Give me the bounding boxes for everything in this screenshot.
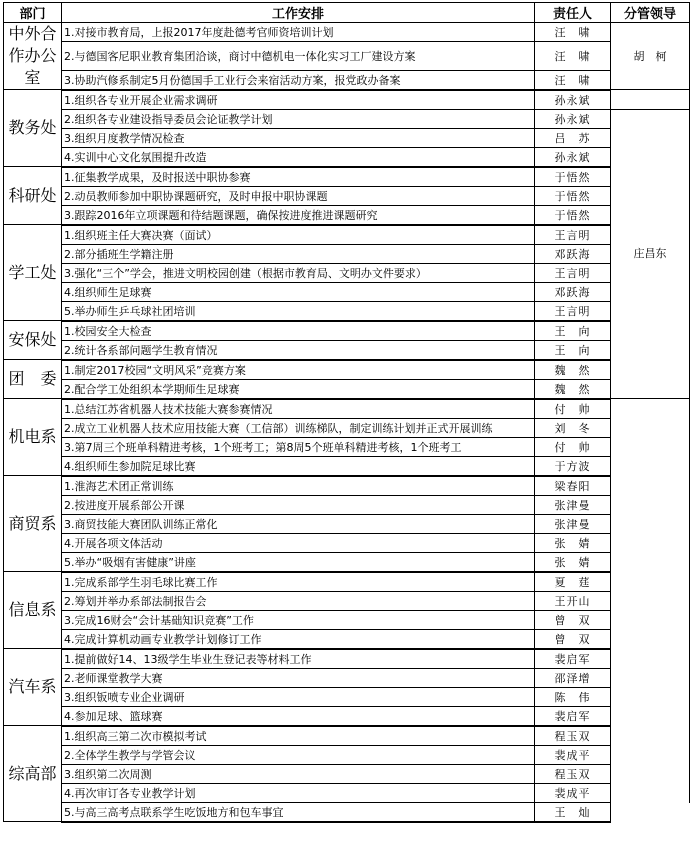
task-cell: 2.动员教师参加中职协课题研究，及时申报中职协课题 — [62, 186, 535, 205]
task-cell: 1.征集教学成果，及时报送中职协参赛 — [62, 167, 535, 187]
task-cell: 5.举办“吸烟有害健康”讲座 — [62, 552, 535, 572]
responsible-cell: 于悟然 — [535, 167, 611, 187]
table-row — [4, 418, 690, 437]
task-cell: 1.组织高三第二次市模拟考试 — [62, 726, 535, 746]
table-row — [4, 456, 690, 476]
responsible-cell: 夏 莛 — [535, 572, 611, 592]
dept-name: 综高部 — [4, 726, 62, 822]
table-row — [4, 321, 690, 341]
responsible-cell: 王 向 — [535, 340, 611, 360]
dept-name: 汽车系 — [4, 649, 62, 726]
responsible-cell: 于方波 — [535, 456, 611, 476]
header-lead: 分管领导 — [611, 3, 690, 23]
work-schedule-table — [3, 2, 690, 823]
table-row — [4, 379, 690, 399]
table-row — [4, 649, 690, 669]
responsible-cell: 张津曼 — [535, 514, 611, 533]
task-cell: 4.参加足球、篮球赛 — [62, 706, 535, 726]
table-row — [4, 70, 690, 90]
task-cell: 2.部分插班生学籍注册 — [62, 244, 535, 263]
table-row — [4, 533, 690, 552]
dept-name: 机电系 — [4, 399, 62, 476]
task-cell: 1.淮海艺术团正常训练 — [62, 476, 535, 496]
responsible-cell: 刘 冬 — [535, 418, 611, 437]
task-cell: 1.提前做好14、13级学生毕业生登记表等材料工作 — [62, 649, 535, 669]
responsible-cell: 孙永斌 — [535, 109, 611, 128]
responsible-cell: 张 婧 — [535, 552, 611, 572]
responsible-cell: 吕 苏 — [535, 128, 611, 147]
table-row — [4, 745, 690, 764]
table-row — [4, 90, 690, 110]
responsible-cell: 王言明 — [535, 301, 611, 321]
responsible-cell: 裴启军 — [535, 649, 611, 669]
table-row — [4, 514, 690, 533]
task-cell: 3.强化“三个”学会，推进文明校园创建（根据市教育局、文明办文件要求） — [62, 263, 535, 282]
table-row — [4, 495, 690, 514]
table-row — [4, 42, 690, 71]
table-row — [4, 23, 690, 42]
responsible-cell: 邓跃海 — [535, 244, 611, 263]
leader-cell: 胡 柯 — [611, 23, 690, 90]
table-row — [4, 128, 690, 147]
table-row — [4, 109, 690, 128]
responsible-cell: 陈 伟 — [535, 687, 611, 706]
schedule-body — [4, 23, 690, 822]
responsible-cell: 程玉双 — [535, 726, 611, 746]
task-cell: 2.配合学工处组织本学期师生足球赛 — [62, 379, 535, 399]
dept-name: 教务处 — [4, 90, 62, 167]
header-dept: 部门 — [4, 3, 62, 23]
task-cell: 3.跟踪2016年立项课题和待结题课题，确保按进度推进课题研究 — [62, 205, 535, 225]
responsible-cell: 付 帅 — [535, 399, 611, 419]
header-row — [4, 3, 690, 23]
task-cell: 1.完成系部学生羽毛球比赛工作 — [62, 572, 535, 592]
responsible-cell: 王言明 — [535, 263, 611, 282]
responsible-cell: 于悟然 — [535, 186, 611, 205]
task-cell: 2.全体学生教学与学管会议 — [62, 745, 535, 764]
responsible-cell: 魏 然 — [535, 379, 611, 399]
header-task: 工作安排 — [62, 3, 535, 23]
table-row — [4, 282, 690, 301]
table-row — [4, 802, 690, 822]
task-cell: 4.开展各项文体活动 — [62, 533, 535, 552]
table-row — [4, 591, 690, 610]
task-cell: 3.商贸技能大赛团队训练正常化 — [62, 514, 535, 533]
dept-name: 团 委 — [4, 360, 62, 399]
responsible-cell: 曾 双 — [535, 629, 611, 649]
table-row — [4, 244, 690, 263]
table-row — [4, 205, 690, 225]
table-row — [4, 783, 690, 802]
responsible-cell: 张 婧 — [535, 533, 611, 552]
task-cell: 4.组织师生足球赛 — [62, 282, 535, 301]
responsible-cell: 裴启军 — [535, 706, 611, 726]
table-row — [4, 167, 690, 187]
task-cell: 2.与德国客尼职业教育集团洽谈，商讨中德机电一体化实习工厂建设方案 — [62, 42, 535, 71]
table-row — [4, 301, 690, 321]
task-cell: 1.校园安全大检查 — [62, 321, 535, 341]
responsible-cell: 裴成平 — [535, 745, 611, 764]
responsible-cell: 王开山 — [535, 591, 611, 610]
task-cell: 1.组织各专业开展企业需求调研 — [62, 90, 535, 110]
table-row — [4, 706, 690, 726]
responsible-cell: 孙永斌 — [535, 147, 611, 167]
table-row — [4, 552, 690, 572]
dept-name: 信息系 — [4, 572, 62, 649]
task-cell: 5.与高三高考点联系学生吃饭地方和包车事宜 — [62, 802, 535, 822]
responsible-cell: 孙永斌 — [535, 90, 611, 110]
table-row — [4, 340, 690, 360]
responsible-cell: 张津曼 — [535, 495, 611, 514]
responsible-cell: 汪 啸 — [535, 70, 611, 90]
task-cell: 4.完成计算机动画专业教学计划修订工作 — [62, 629, 535, 649]
responsible-cell: 梁春阳 — [535, 476, 611, 496]
table-row — [4, 225, 690, 245]
responsible-cell: 汪 啸 — [535, 23, 611, 42]
responsible-cell: 王言明 — [535, 225, 611, 245]
leader-cell: 庄昌东 — [611, 109, 690, 399]
dept-name: 学工处 — [4, 225, 62, 321]
task-cell: 2.成立工业机器人技术应用技能大赛（工信部）训练梯队，制定训练计划并正式开展训练 — [62, 418, 535, 437]
task-cell: 2.统计各系部问题学生教育情况 — [62, 340, 535, 360]
task-cell: 2.筹划并举办系部法制报告会 — [62, 591, 535, 610]
task-cell: 3.组织钣喷专业企业调研 — [62, 687, 535, 706]
responsible-cell: 邵泽增 — [535, 668, 611, 687]
table-row — [4, 610, 690, 629]
table-row — [4, 572, 690, 592]
table-row — [4, 668, 690, 687]
task-cell: 3.第7周三个班单科精进考核，1个班考工；第8周5个班单科精进考核，1个班考工 — [62, 437, 535, 456]
dept-name: 科研处 — [4, 167, 62, 225]
table-row — [4, 629, 690, 649]
table-row — [4, 476, 690, 496]
dept-name: 中外合作办公室 — [4, 23, 62, 90]
table-row — [4, 764, 690, 783]
task-cell: 1.对接市教育局，上报2017年度赴德考官师资培训计划 — [62, 23, 535, 42]
task-cell: 1.制定2017校园“文明风采”竞赛方案 — [62, 360, 535, 380]
task-cell: 2.老师课堂教学大赛 — [62, 668, 535, 687]
table-row — [4, 726, 690, 746]
task-cell: 3.完成16财会“会计基础知识竞赛”工作 — [62, 610, 535, 629]
header-resp: 责任人 — [535, 3, 611, 23]
responsible-cell: 付 帅 — [535, 437, 611, 456]
task-cell: 2.组织各专业建设指导委员会论证教学计划 — [62, 109, 535, 128]
task-cell: 2.按进度开展系部公开课 — [62, 495, 535, 514]
responsible-cell: 王 灿 — [535, 802, 611, 822]
table-row — [4, 186, 690, 205]
task-cell: 1.组织班主任大赛决赛（面试） — [62, 225, 535, 245]
responsible-cell: 邓跃海 — [535, 282, 611, 301]
table-row — [4, 399, 690, 419]
task-cell: 4.组织师生参加院足球比赛 — [62, 456, 535, 476]
task-cell: 4.再次审订各专业教学计划 — [62, 783, 535, 802]
task-cell: 3.协助汽修系制定5月份德国手工业行会来宿活动方案，报党政办备案 — [62, 70, 535, 90]
responsible-cell: 于悟然 — [535, 205, 611, 225]
task-cell: 1.总结江苏省机器人技术技能大赛参赛情况 — [62, 399, 535, 419]
responsible-cell: 汪 啸 — [535, 42, 611, 71]
responsible-cell: 裴成平 — [535, 783, 611, 802]
table-row — [4, 147, 690, 167]
table-row — [4, 263, 690, 282]
table-row — [4, 687, 690, 706]
task-cell: 3.组织月度教学情况检查 — [62, 128, 535, 147]
task-cell: 3.组织第二次周测 — [62, 764, 535, 783]
task-cell: 5.举办师生乒乓球社团培训 — [62, 301, 535, 321]
dept-name: 安保处 — [4, 321, 62, 360]
responsible-cell: 曾 双 — [535, 610, 611, 629]
dept-name: 商贸系 — [4, 476, 62, 572]
responsible-cell: 程玉双 — [535, 764, 611, 783]
responsible-cell: 魏 然 — [535, 360, 611, 380]
table-row — [4, 360, 690, 380]
task-cell: 4.实训中心文化氛围提升改造 — [62, 147, 535, 167]
responsible-cell: 王 向 — [535, 321, 611, 341]
table-row — [4, 437, 690, 456]
